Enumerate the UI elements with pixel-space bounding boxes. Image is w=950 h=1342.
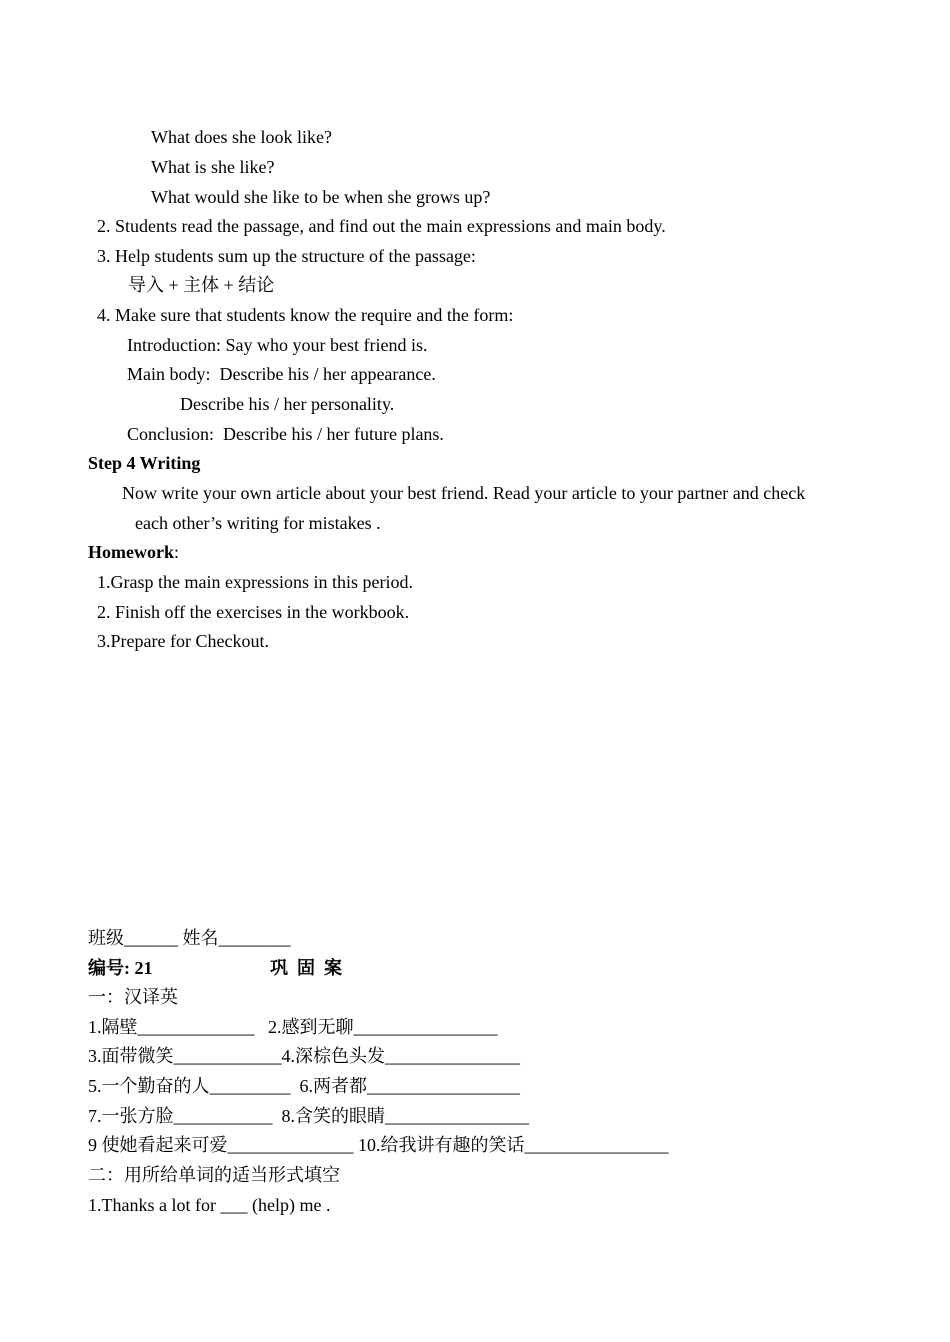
- homework-colon: :: [173, 542, 179, 562]
- translation-line: 9 使她看起来可爱______________ 10.给我讲有趣的笑话________________: [88, 1135, 669, 1155]
- question-line: What would she like to be when she grows up?: [151, 187, 491, 207]
- step-item: 2. Students read the passage, and find out the main expressions and main body.: [97, 216, 666, 236]
- form-introduction: Introduction: Say who your best friend is.: [127, 335, 428, 355]
- homework-item: 3.Prepare for Checkout.: [97, 631, 269, 651]
- step4-heading: Step 4 Writing: [88, 453, 201, 473]
- homework-heading: [88, 541, 179, 563]
- step4-text: Now write your own article about your best friend. Read your article to your partner and check: [122, 483, 806, 503]
- step-item: 3. Help students sum up the structure of the passage:: [97, 246, 476, 266]
- exercise-title: 巩 固 案: [270, 958, 342, 978]
- fill-blank-line: 1.Thanks a lot for ___ (help) me .: [88, 1195, 331, 1215]
- translation-line: 7.一张方脸___________ 8.含笑的眼睛________________: [88, 1106, 529, 1126]
- part2-heading: 二：用所给单词的适当形式填空: [88, 1165, 340, 1185]
- question-line: What is she like?: [151, 157, 275, 177]
- form-main-body-2: Describe his / her personality.: [180, 394, 395, 414]
- homework-item: 1.Grasp the main expressions in this period.: [97, 572, 413, 592]
- translation-line: 5.一个勤奋的人_________ 6.两者都_________________: [88, 1076, 520, 1096]
- class-name-line: 班级______ 姓名________: [88, 928, 291, 948]
- part1-heading: 一：汉译英: [88, 987, 178, 1007]
- form-conclusion: Conclusion: Describe his / her future plans.: [127, 424, 444, 444]
- homework-label: Homework: [88, 542, 174, 562]
- question-line: What does she look like?: [151, 127, 332, 147]
- form-main-body: Main body: Describe his / her appearance.: [127, 364, 436, 384]
- translation-line: 1.隔壁_____________ 2.感到无聊________________: [88, 1017, 498, 1037]
- structure-line: 导入 + 主体 + 结论: [128, 275, 275, 295]
- step-item: 4. Make sure that students know the require and the form:: [97, 305, 514, 325]
- translation-line: 3.面带微笑____________4.深棕色头发_______________: [88, 1046, 520, 1066]
- exercise-number: 编号: 21: [88, 958, 153, 978]
- step4-text: each other’s writing for mistakes .: [135, 513, 381, 533]
- homework-item: 2. Finish off the exercises in the workbook.: [97, 602, 410, 622]
